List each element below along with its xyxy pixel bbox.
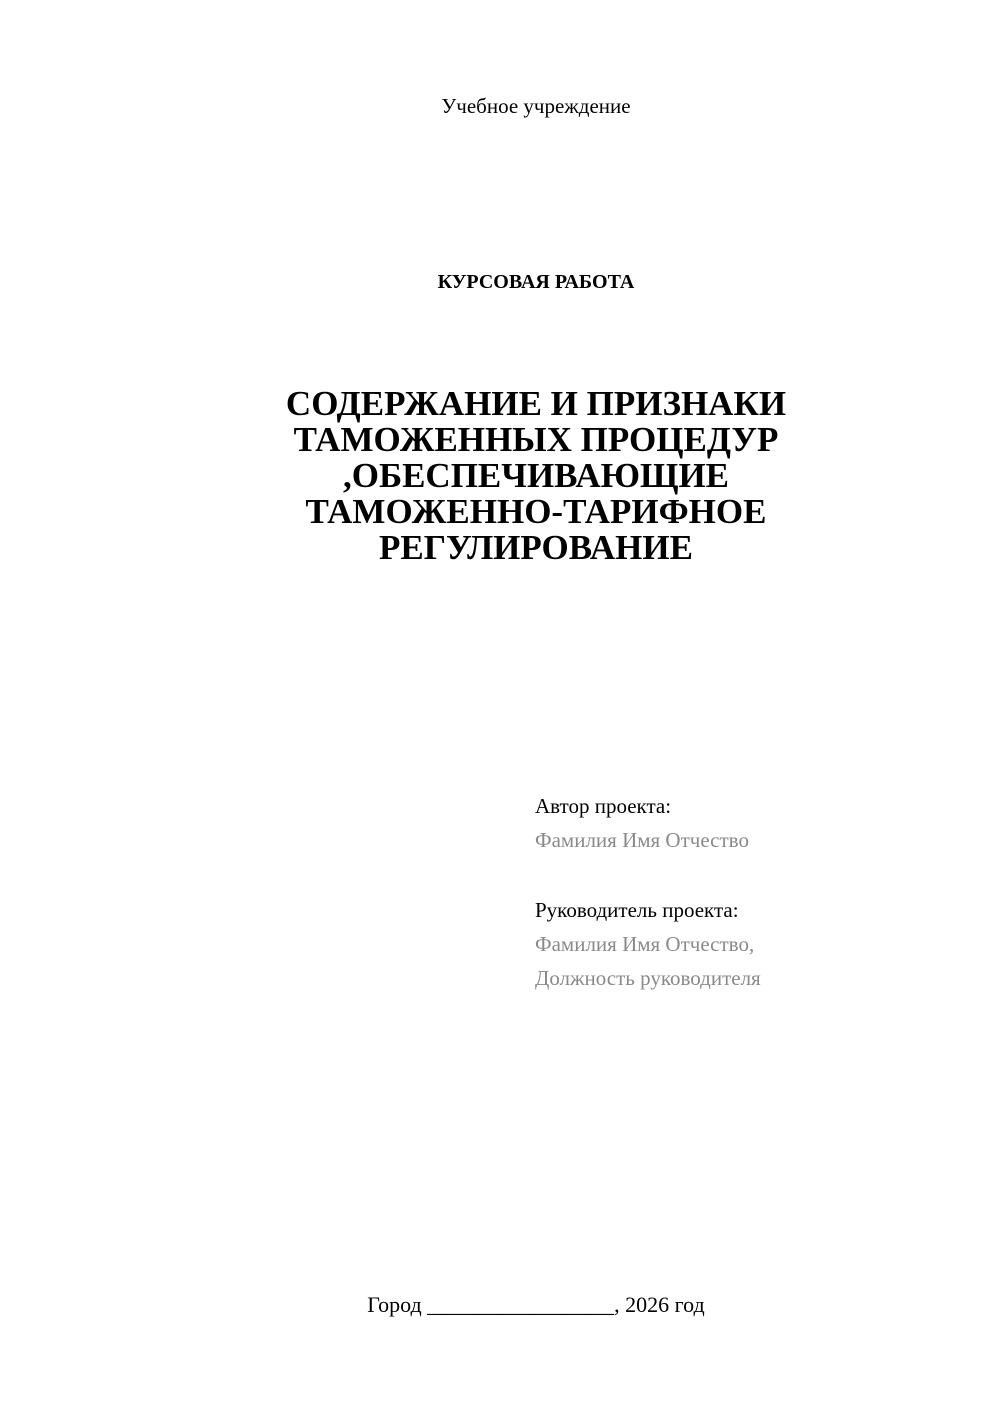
- work-title: [200, 386, 872, 566]
- title-line: РЕГУЛИРОВАНИЕ: [379, 528, 693, 567]
- author-name: Фамилия Имя Отчество: [535, 828, 749, 852]
- credits-block: [535, 789, 975, 995]
- title-line: ,ОБЕСПЕЧИВАЮЩИЕ: [342, 456, 730, 495]
- supervisor-position: Должность руководителя: [535, 966, 761, 990]
- credits-spacer: [535, 857, 975, 893]
- title-line: ТАМОЖЕННЫХ ПРОЦЕДУР: [293, 420, 779, 459]
- title-line: ТАМОЖЕННО-ТАРИФНОЕ: [305, 492, 767, 531]
- city-year-line: Город _________________, 2026 год: [367, 1292, 705, 1317]
- supervisor-name: Фамилия Имя Отчество,: [535, 932, 755, 956]
- document-type: КУРСОВАЯ РАБОТА: [437, 271, 635, 293]
- supervisor-label: Руководитель проекта:: [535, 898, 739, 922]
- institution-name: Учебное учреждение: [441, 94, 631, 118]
- author-label: Автор проекта:: [535, 794, 672, 818]
- title-line: СОДЕРЖАНИЕ И ПРИЗНАКИ: [285, 384, 787, 423]
